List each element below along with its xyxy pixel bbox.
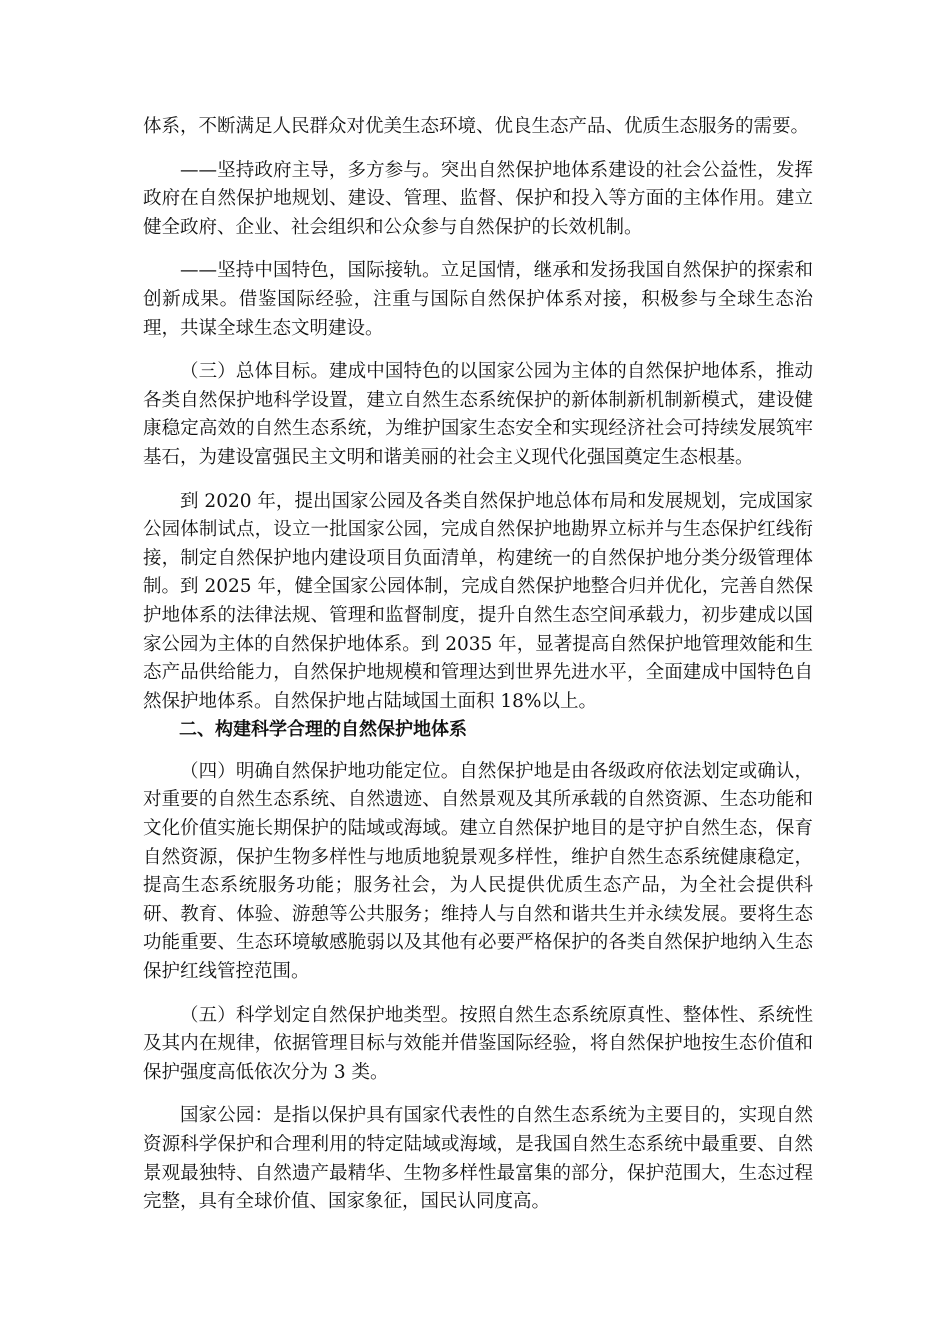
paragraph-government-led: ——坚持政府主导，多方参与。突出自然保护地体系建设的社会公益性，发挥政府在自然保护地规划、建设、管理、监督、保护和投入等方面的主体作用。建立健全政府、企业、社会组织和公众参与自然保护的长效机制。 xyxy=(143,159,813,238)
paragraph-chinese-characteristics: ——坚持中国特色，国际接轨。立足国情，继承和发扬我国自然保护的探索和创新成果。借鉴国际经验，注重与国际自然保护体系对接，积极参与全球生态治理，共谋全球生态文明建设。 xyxy=(143,260,813,339)
document-body xyxy=(143,113,813,1232)
paragraph-continuation: 体系，不断满足人民群众对优美生态环境、优良生态产品、优质生态服务的需要。 xyxy=(143,116,810,137)
paragraph-overall-goal: （三）总体目标。建成中国特色的以国家公园为主体的自然保护地体系，推动各类自然保护地科学设置，建立自然生态系统保护的新体制新机制新模式，建设健康稳定高效的自然生态系统，为维护国家生态安全和实现经济社会可持续发展筑牢基石，为建设富强民主文明和谐美丽的社会主义现代化强国奠定生态根基。 xyxy=(143,361,813,468)
paragraph-function-positioning: （四）明确自然保护地功能定位。自然保护地是由各级政府依法划定或确认，对重要的自然生态系统、自然遗迹、自然景观及其所承载的自然资源、生态功能和文化价值实施长期保护的陆域或海域。建立自然保护地目的是守护自然生态，保育自然资源，保护生物多样性与地质地貌景观多样性，维护自然生态系统健康稳定，提高生态系统服务功能；服务社会，为人民提供优质生态产品，为全社会提供科研、教育、体验、游憩等公共服务；维持人与自然和谐共生并永续发展。要将生态功能重要、生态环境敏感脆弱以及其他有必要严格保护的各类自然保护地纳入生态保护红线管控范围。 xyxy=(143,760,813,983)
paragraph-national-park: 国家公园：是指以保护具有国家代表性的自然生态系统为主要目的，实现自然资源科学保护和合理利用的特定陆域或海域，是我国自然生态系统中最重要、自然景观最独特、自然遗产最精华、生物多样性最富集的部分，保护范围大，生态过程完整，具有全球价值、国家象征，国民认同度高。 xyxy=(143,1105,813,1213)
paragraph-timeline: 到 2020 年，提出国家公园及各类自然保护地总体布局和发展规划，完成国家公园体制试点，设立一批国家公园，完成自然保护地勘界立标并与生态保护红线衔接，制定自然保护地内建设项目负面清单，构建统一的自然保护地分类分级管理体制。到 2025 年，健全国家公园体制，完成自然保护地整合归并优化，完善自然保护地体系的法律法规、管理和监督制度，提升自然生态空间承载力，初步建成以国家公园为主体的自然保护地体系。到 2035 年，显著提高自然保护地管理效能和生态产品供给能力，自然保护地规模和管理达到世界先进水平，全面建成中国特色自然保护地体系。自然保护地占陆域国土面积 18%以上。 xyxy=(143,490,813,712)
paragraph-protected-area-types: （五）科学划定自然保护地类型。按照自然生态系统原真性、整体性、系统性及其内在规律，依据管理目标与效能并借鉴国际经验，将自然保护地按生态价值和保护强度高低依次分为 3 类。 xyxy=(143,1004,813,1083)
section-heading: 二、构建科学合理的自然保护地体系 xyxy=(179,719,467,741)
